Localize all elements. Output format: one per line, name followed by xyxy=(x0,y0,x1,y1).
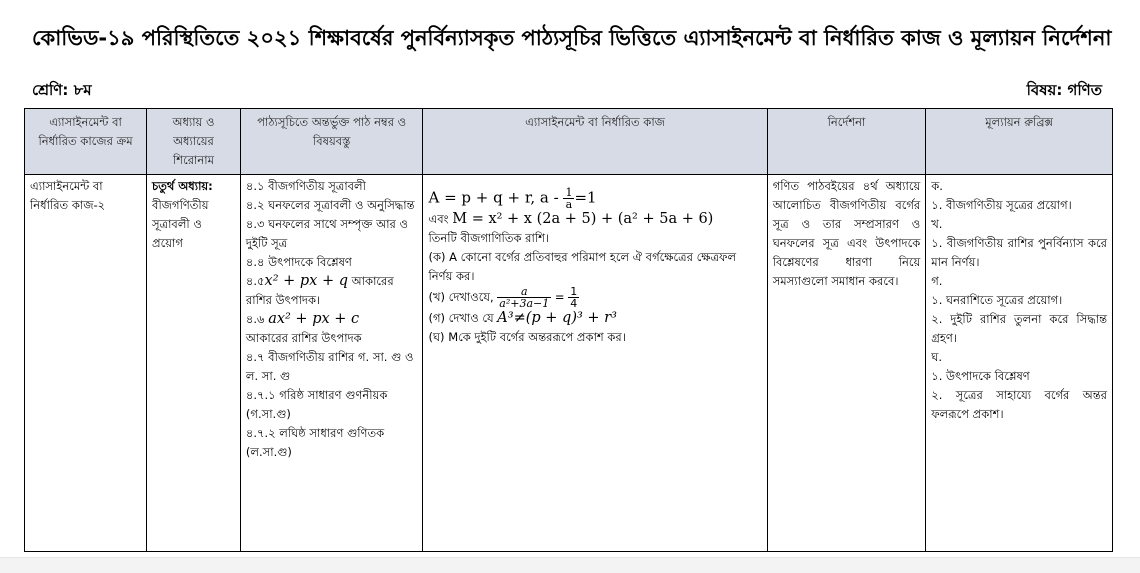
header-task: এ্যাসাইনমেন্ট বা নির্ধারিত কাজ xyxy=(423,109,767,175)
header-instruction: নির্দেশনা xyxy=(767,109,926,175)
kha-prefix: (খ) দেখাওযে, xyxy=(428,290,494,304)
eq1-numerator: 1 xyxy=(565,186,573,199)
equation-2 xyxy=(428,210,761,229)
header-assignment-order: এ্যাসাইনমেন্ট বা নির্ধারিত কাজের ক্রম xyxy=(25,109,147,175)
lesson-item: ৪.৩ ঘনফলের সাথে সম্পৃক্ত আর ও দুইটি সূত্র xyxy=(245,217,408,250)
rubric-heading: খ. xyxy=(931,217,943,231)
meta-row xyxy=(32,79,1102,104)
lesson-item: ৪.১ বীজগণিতীয় সূত্রাবলী xyxy=(245,179,366,193)
kha-numerator: a xyxy=(497,286,551,298)
eq1-left: A = p + q + r, a - xyxy=(428,188,559,207)
lesson-item: ৪.৭.২ লঘিষ্ঠ সাধারণ গুণিতক (ল.সা.গু) xyxy=(245,426,385,459)
rubric-heading: ঘ. xyxy=(931,350,943,364)
equation-1 xyxy=(428,187,761,210)
eq1-denominator: a xyxy=(565,198,573,211)
lesson-item xyxy=(246,272,418,310)
lesson-formula: x² + px + q xyxy=(264,273,348,289)
cell-chapter xyxy=(147,175,241,552)
rubric-item: ২. দুইটি রাশির তুলনা করে সিদ্ধান্ত গ্রহণ। xyxy=(931,312,1107,345)
lesson-formula: ax² + px + c xyxy=(268,311,360,327)
header-rubric: মূল্যায়ন রুব্রিক্স xyxy=(926,109,1113,175)
chapter-number: চতুর্থ অধ্যায়: xyxy=(152,179,213,193)
cell-lessons xyxy=(240,175,423,552)
page-bottom-strip xyxy=(0,557,1140,573)
class-label: শ্রেণি: ৮ম xyxy=(32,81,92,99)
table-row xyxy=(25,175,1113,552)
lesson-item: আকারের রাশির উৎপাদক xyxy=(245,331,362,345)
eq2-formula: M = x² + x (2a + 5) + (a² + 5a + 6) xyxy=(452,211,714,227)
kha-equals: = xyxy=(554,290,565,304)
cell-assignment: এ্যাসাইনমেন্ট বা নির্ধারিত কাজ-২ xyxy=(25,175,147,552)
eq2-prefix: এবং xyxy=(428,212,449,226)
lesson-item: ৪.৭ বীজগণিতীয় রাশির গ. সা. গু ও ল. সা. গু xyxy=(245,350,414,383)
assignment-table xyxy=(24,108,1113,552)
lesson-number: ৪.৬ xyxy=(245,312,265,326)
ga-prefix: (গ) দেখাও যে xyxy=(428,311,494,325)
cell-instruction: গণিত পাঠবইয়ের ৪র্থ অধ্যায়ে আলোচিত বীজগণিতীয় বর্গের সূত্র ও তার সম্প্রসারণ ও ঘনফলের সূত্র এবং উৎপাদকে বিশ্লেষণের ধারণা নিয়ে সমস্যাগুলো সমাধান করবে। xyxy=(767,175,926,552)
chapter-title: বীজগণিতীয় সূত্রাবলী ও প্রয়োগ xyxy=(152,198,209,250)
kha-denominator: a²+3a−1 xyxy=(499,297,550,310)
task-ka: (ক) A কোনো বর্গের প্রতিবাহুর পরিমাপ হলে ঐ বর্গক্ষেত্রের ক্ষেত্রফল নির্ণয় কর। xyxy=(428,250,737,283)
page-title: কোভিড-১৯ পরিস্থিতিতে ২০২১ শিক্ষাবর্ষের পুনর্বিন্যাসকৃত পাঠ্যসূচির ভিত্তিতে এ্যাসাইনমেন্ট বা নির্ধারিত কাজ ও মূল্যায়ন নির্দেশনা xyxy=(32,26,1112,50)
kha-fraction-left xyxy=(497,286,551,309)
lesson-text: আকারের রাশির উৎপাদক। xyxy=(245,274,394,307)
eq1-right: =1 xyxy=(574,188,597,207)
cell-rubric xyxy=(926,175,1113,552)
rubric-heading: ক. xyxy=(931,179,943,193)
header-chapter: অধ্যায় ও অধ্যায়ের শিরোনাম xyxy=(147,109,241,175)
rubric-item: ১. ঘনরাশিতে সূত্রের প্রয়োগ। xyxy=(931,293,1063,307)
lesson-item: ৪.৭.১ গরিষ্ঠ সাধারণ গুণনীয়ক (গ.সা.গু) xyxy=(245,388,388,421)
rubric-item: ১. বীজগণিতীয় সূত্রের প্রয়োগ। xyxy=(931,198,1072,212)
task-kha xyxy=(428,286,761,309)
task-gha: (ঘ) Mকে দুইটি বর্গের অন্তররূপে প্রকাশ কর। xyxy=(428,330,626,344)
eq1-fraction xyxy=(563,187,574,210)
kha-right-denominator: 4 xyxy=(570,297,578,310)
kha-fraction-right xyxy=(568,286,579,309)
subject-label: বিষয়: গণিত xyxy=(1026,81,1102,99)
kha-right-numerator: 1 xyxy=(570,285,578,298)
lesson-item: ৪.২ ঘনফলের সূত্রাবলী ও অনুসিদ্ধান্ত xyxy=(245,198,415,212)
cell-task xyxy=(423,175,767,552)
header-lessons: পাঠ্যসূচিতে অন্তর্ভুক্ত পাঠ নম্বর ও বিষয়বস্তু xyxy=(240,109,423,175)
lesson-item: ৪.৪ উৎপাদকে বিশ্লেষণ xyxy=(245,255,352,269)
lesson-number: ৪.৫ xyxy=(245,274,265,288)
task-ga xyxy=(428,309,761,328)
task-line: তিনটি বীজগাণিতিক রাশি। xyxy=(428,231,550,245)
lesson-item xyxy=(246,310,418,329)
rubric-item: ১. বীজগণিতীয় রাশির পুনর্বিন্যাস করে মান নির্ণয়। xyxy=(931,236,1107,269)
rubric-heading: গ. xyxy=(931,274,943,288)
rubric-item: ২. সূত্রের সাহায্যে বর্গের অন্তর ফলরূপে প্রকাশ। xyxy=(931,388,1107,421)
table-header-row xyxy=(25,109,1113,175)
rubric-item: ১. উৎপাদকে বিশ্লেষণ xyxy=(931,369,1030,383)
ga-formula: A³≠(p + q)³ + r³ xyxy=(497,310,617,326)
